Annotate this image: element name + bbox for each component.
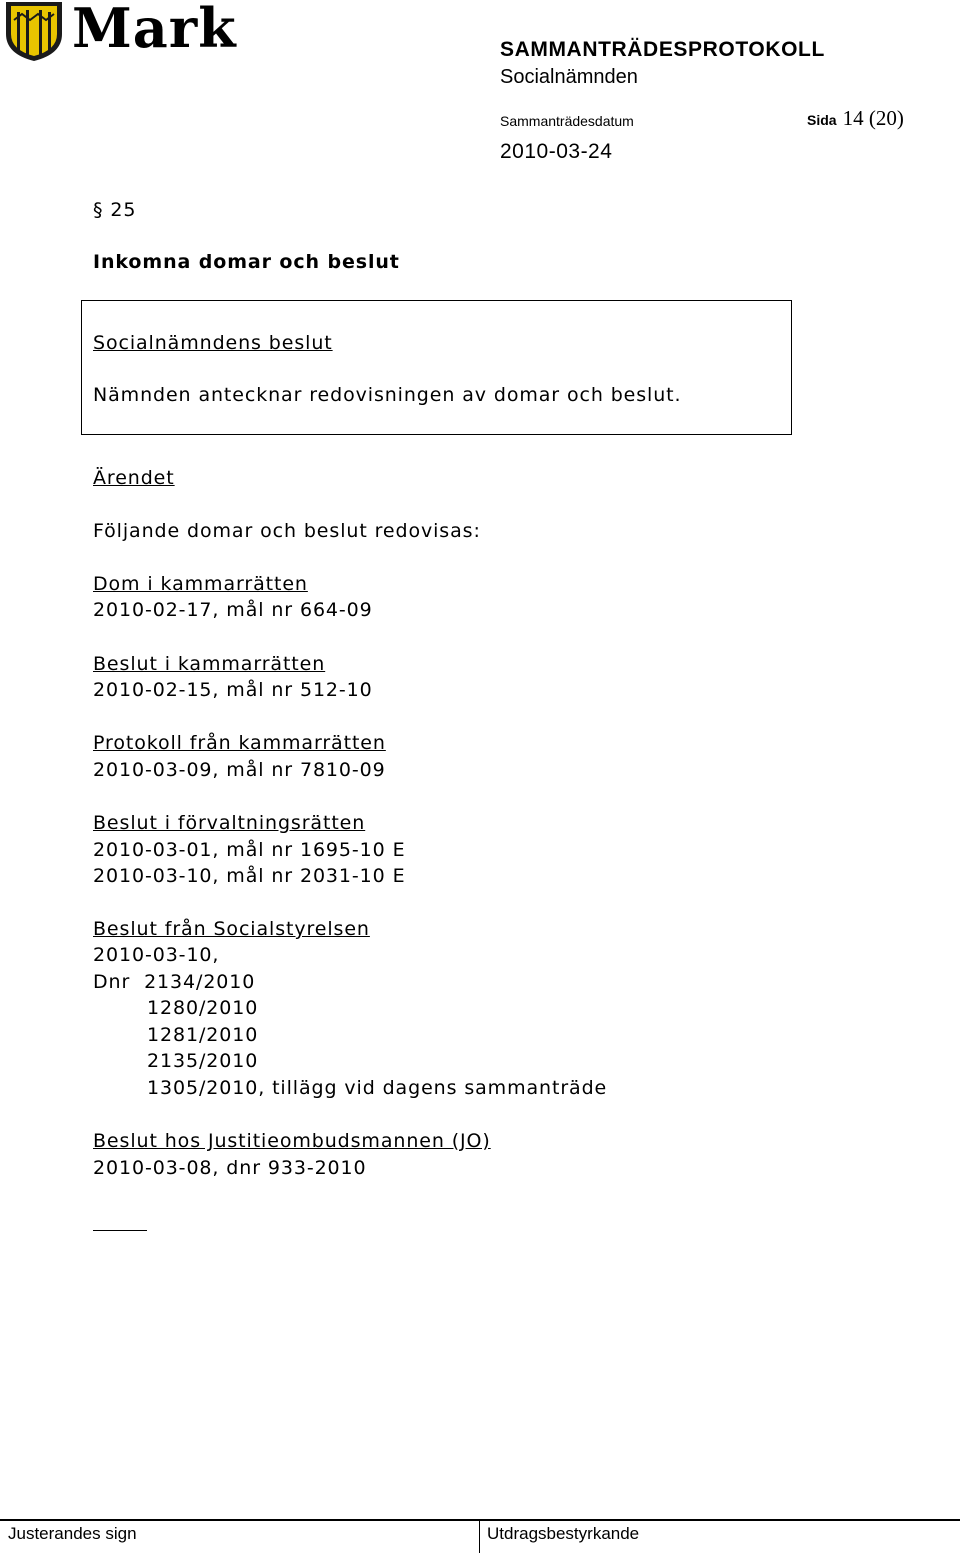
item-line: 2010-02-17, mål nr 664-09 (93, 599, 373, 621)
footer-divider (0, 1519, 960, 1521)
item-line: 1280/2010 (147, 997, 259, 1019)
item-line: 2010-03-10, (93, 944, 220, 966)
decision-box (81, 300, 792, 435)
item-line: 2010-03-01, mål nr 1695-10 E (93, 839, 406, 861)
coat-of-arms-icon (2, 0, 66, 62)
item-line: Dnr 2134/2010 (93, 971, 256, 993)
page-value: 14 (20) (842, 106, 904, 130)
item-line: 2135/2010 (147, 1050, 259, 1072)
matter-heading: Ärendet (93, 467, 175, 489)
item-heading: Beslut hos Justitieombudsmannen (JO) (93, 1130, 491, 1152)
item-line: 1281/2010 (147, 1024, 259, 1046)
item-heading: Beslut i förvaltningsrätten (93, 812, 366, 834)
end-rule (93, 1230, 147, 1231)
item-line: 2010-03-10, mål nr 2031-10 E (93, 865, 406, 887)
page-label: Sida (807, 112, 837, 128)
footer-separator (479, 1519, 480, 1553)
section-title: Inkomna domar och beslut (93, 251, 400, 273)
item-heading: Protokoll från kammarrätten (93, 732, 386, 754)
matter-intro: Följande domar och beslut redovisas: (93, 520, 481, 542)
page-number (807, 106, 904, 131)
signature-label: Justerandes sign (8, 1524, 137, 1543)
meeting-date-label: Sammanträdesdatum (500, 113, 634, 129)
municipality-logo (0, 0, 235, 62)
item-line: 2010-02-15, mål nr 512-10 (93, 679, 373, 701)
document-title: SAMMANTRÄDESPROTOKOLL (500, 38, 825, 61)
item-heading: Dom i kammarrätten (93, 573, 308, 595)
committee-name: Socialnämnden (500, 66, 638, 88)
attestation-label: Utdragsbestyrkande (487, 1524, 640, 1543)
item-heading: Beslut i kammarrätten (93, 653, 326, 675)
item-heading: Beslut från Socialstyrelsen (93, 918, 370, 940)
logo-wordmark: Mark (72, 0, 237, 60)
paragraph-number: § 25 (93, 199, 137, 221)
meeting-date: 2010-03-24 (500, 140, 613, 163)
item-line: 2010-03-08, dnr 933-2010 (93, 1157, 367, 1179)
decision-heading: Socialnämndens beslut (93, 332, 333, 354)
item-line: 2010-03-09, mål nr 7810-09 (93, 759, 386, 781)
item-line: 1305/2010, tillägg vid dagens sammanträde (147, 1077, 608, 1099)
decision-text: Nämnden antecknar redovisningen av domar och beslut. (93, 384, 682, 406)
